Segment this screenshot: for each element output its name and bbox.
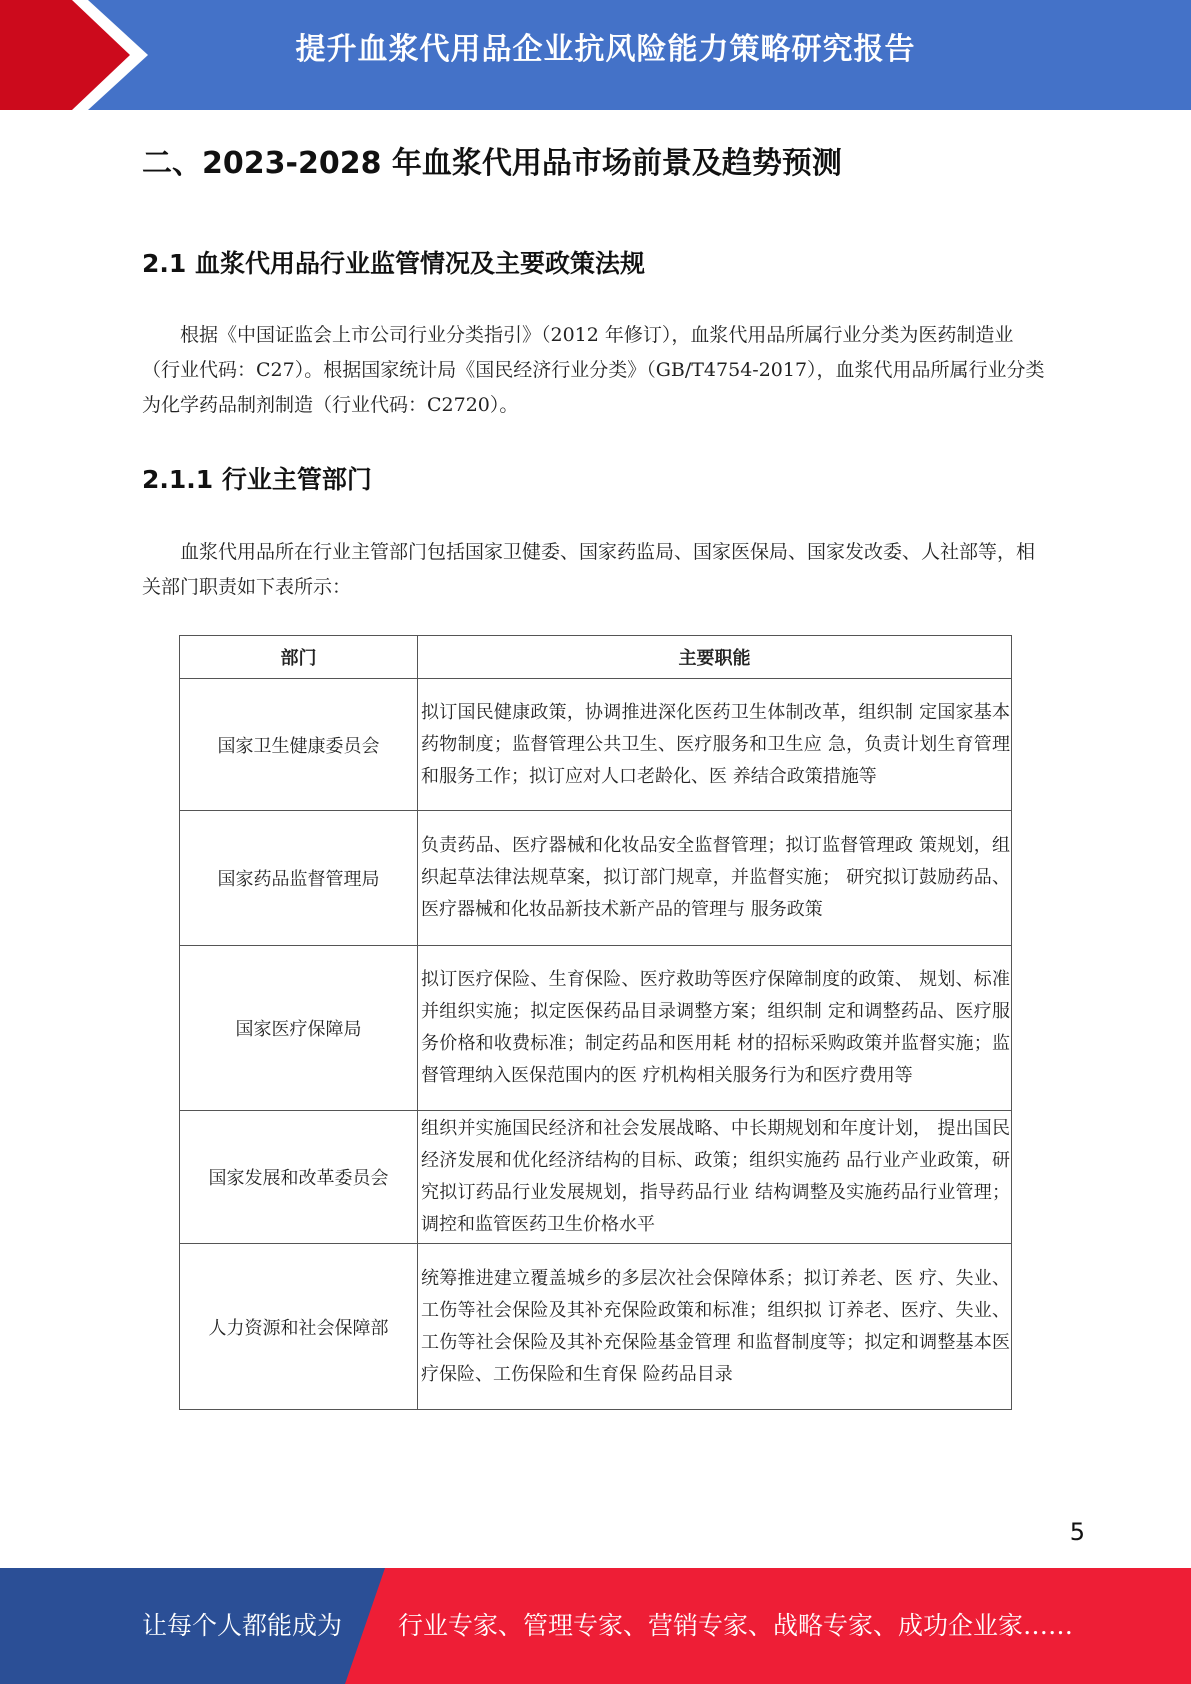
footer-slogan-right: 行业专家、管理专家、营销专家、战略专家、成功企业家…… [398, 1611, 1074, 1640]
table-row [180, 811, 1012, 946]
departments-paragraph: 血浆代用品所在行业主管部门包括国家卫健委、国家药监局、国家医保局、国家发改委、人社部等，相关部门职责如下表所示： [142, 541, 1036, 598]
subsubsection-heading: 2.1.1 行业主管部门 [142, 465, 372, 494]
subsection-heading: 2.1 血浆代用品行业监管情况及主要政策法规 [142, 249, 645, 278]
duty-cell: 拟订医疗保险、生育保险、医疗救助等医疗保障制度的政策、 规划、标准并组织实施；拟定医保药品目录调整方案；组织制 定和调整药品、医疗服务价格和收费标准；制定药品和医用耗 材的招标采购政策并监督实施；监督管理纳入医保范围内的医 疗机构相关服务行为和医疗费用等 [418, 946, 1012, 1111]
page-header [0, 0, 1191, 110]
column-header-duties: 主要职能 [418, 636, 1012, 679]
department-cell: 国家药品监督管理局 [180, 811, 418, 946]
duty-cell: 负责药品、医疗器械和化妆品安全监督管理；拟订监督管理政 策规划，组织起草法律法规草案，拟订部门规章，并监督实施； 研究拟订鼓励药品、医疗器械和化妆品新技术新产品的管理与 服务政策 [418, 811, 1012, 946]
department-cell: 国家卫生健康委员会 [180, 679, 418, 811]
column-header-department: 部门 [180, 636, 418, 679]
table-row [180, 679, 1012, 811]
classification-paragraph: 根据《中国证监会上市公司行业分类指引》（2012 年修订），血浆代用品所属行业分类为医药制造业（行业代码：C27）。根据国家统计局《国民经济行业分类》（GB/T4754-2017），血浆代用品所属行业分类为化学药品制剂制造（行业代码：C2720）。 [142, 324, 1045, 416]
table-header-row [180, 636, 1012, 679]
duty-cell: 统筹推进建立覆盖城乡的多层次社会保障体系；拟订养老、医 疗、失业、工伤等社会保险及其补充保险政策和标准；组织拟 订养老、医疗、失业、工伤等社会保险及其补充保险基金管理 和监督制度等；拟定和调整基本医疗保险、工伤保险和生育保 险药品目录 [418, 1244, 1012, 1410]
duty-cell: 拟订国民健康政策，协调推进深化医药卫生体制改革，组织制 定国家基本药物制度；监督管理公共卫生、医疗服务和卫生应 急，负责计划生育管理和服务工作；拟订应对人口老龄化、医 养结合政策措施等 [418, 679, 1012, 811]
table-row [180, 946, 1012, 1111]
department-cell: 国家发展和改革委员会 [180, 1111, 418, 1244]
duty-cell: 组织并实施国民经济和社会发展战略、中长期规划和年度计划， 提出国民经济发展和优化经济结构的目标、政策；组织实施药 品行业产业政策，研究拟订药品行业发展规划，指导药品行业 结构调整及实施药品行业管理；调控和监管医药卫生价格水平 [418, 1111, 1012, 1244]
table-row [180, 1244, 1012, 1410]
department-cell: 国家医疗保障局 [180, 946, 418, 1111]
section-heading: 二、2023-2028 年血浆代用品市场前景及趋势预测 [142, 146, 842, 181]
footer-slogan-left: 让每个人都能成为 [142, 1611, 343, 1640]
page-number: 5 [1069, 1518, 1085, 1546]
report-title: 提升血浆代用品企业抗风险能力策略研究报告 [295, 32, 916, 67]
department-cell: 人力资源和社会保障部 [180, 1244, 418, 1410]
table-row [180, 1111, 1012, 1244]
page-footer [0, 1568, 1191, 1684]
department-duties-table [179, 635, 1012, 1410]
